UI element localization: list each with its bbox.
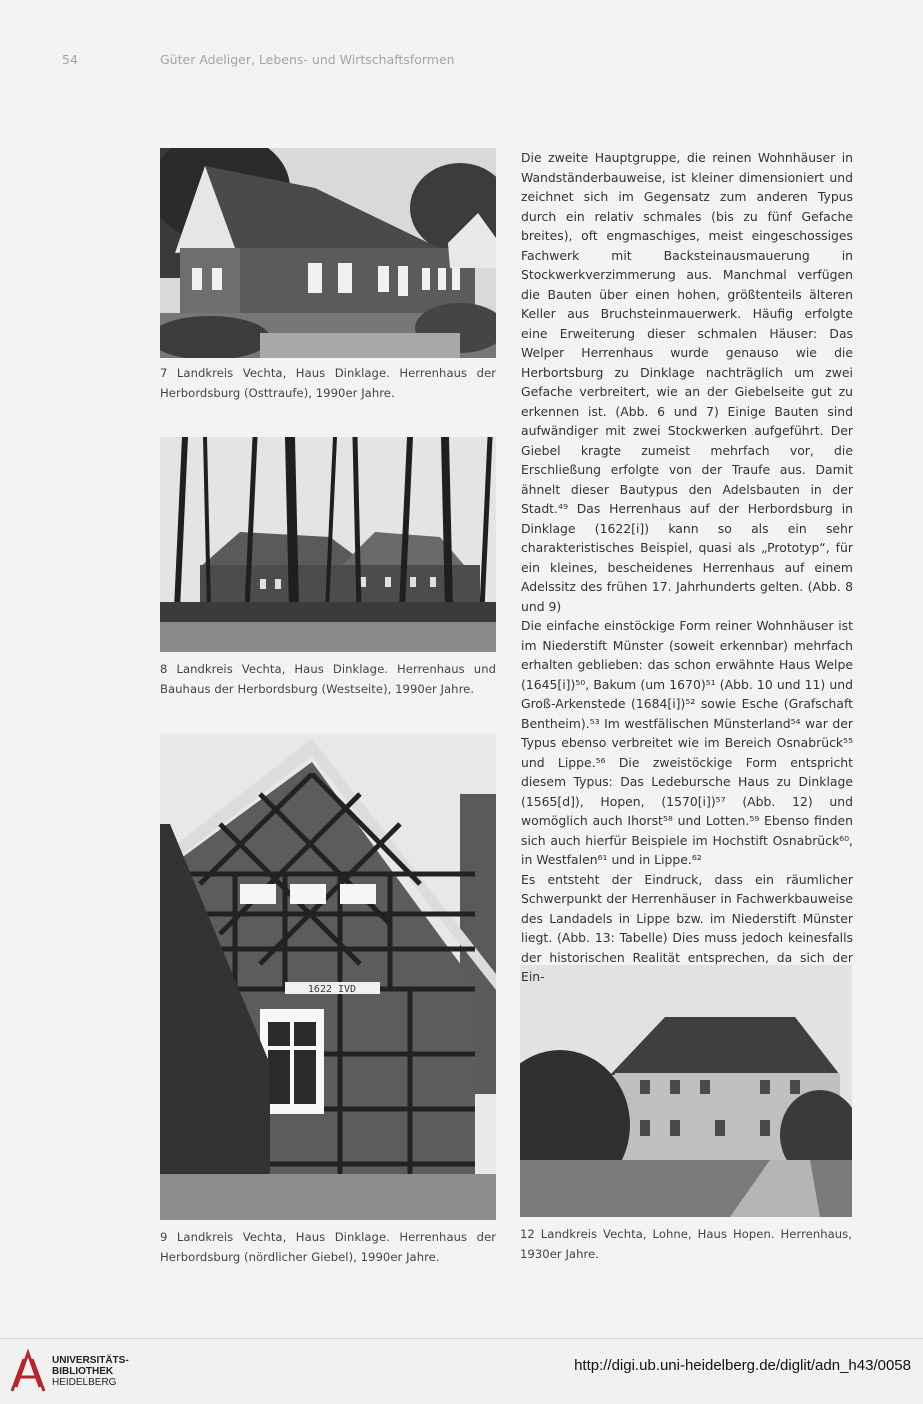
library-line-2: BIBLIOTHEK	[52, 1366, 114, 1377]
library-name	[52, 1355, 129, 1388]
body-text-column	[521, 148, 853, 987]
figure-7-caption: 7 Landkreis Vechta, Haus Dinklage. Herrenhaus der Herbordsburg (Osttraufe), 1990er Jahre.	[160, 366, 496, 400]
figure-9-photo	[160, 734, 496, 1220]
running-header	[62, 52, 455, 67]
figure-12-photo	[520, 965, 852, 1217]
body-paragraph-2: Die einfache einstöckige Form reiner Wohnhäuser ist im Niederstift Münster (soweit erkennbar) mehrfach erhalten geblieben: das schon erwähnte Haus Welpe (1645[i])⁵⁰, Bakum (um 1670)⁵¹ (Abb. 10 und 11) und Groß-Arkenstede (1684[i])⁵² sowie Esche (Grafschaft Bentheim).⁵³ Im westfälischen Münsterland⁵⁴ war der Typus ebenso verbreitet wie im Bereich Osnabrück⁵⁵ und Lippe.⁵⁶ Die zweistöckige Form entspricht diesem Typus: Das Ledebursche Haus zu Dinklage (1565[d]), Hopen, (1570[i])⁵⁷ (Abb. 12) und womöglich auch Ihorst⁵⁸ und Lotten.⁵⁹ Ebenso finden sich auch hierfür Beispiele im Hochstift Osnabrück⁶⁰, in Westfalen⁶¹ und in Lippe.⁶²	[521, 618, 853, 867]
digitization-footer	[0, 1338, 923, 1404]
library-line-1: UNIVERSITÄTS-	[52, 1355, 129, 1366]
figure-9-caption: 9 Landkreis Vechta, Haus Dinklage. Herrenhaus der Herbordsburg (nördlicher Giebel), 1990er Jahre.	[160, 1230, 496, 1264]
gable-inscription: 1622 IVD	[307, 984, 357, 995]
figure-7-photo	[160, 148, 496, 358]
body-paragraph-1: Die zweite Hauptgruppe, die reinen Wohnhäuser in Wandständerbauweise, ist kleiner dimensioniert und zeichnet sich im Gegensatz zum anderen Typus durch ein relativ schmales (bis zu fünf Gefache breites), oft engmaschiges, meist eingeschossiges Fachwerk mit Backsteinausmauerung in Stockwerkverzimmerung aus. Manchmal verfügen die Bauten über einen hohen, größtenteils älteren Keller aus Bruchsteinmauerwerk. Häufig erfolgte eine Erweiterung dieser schmalen Häuser: Das Welper Herrenhaus wurde genauso wie die Herbortsburg zu Dinklage nachträglich um zwei Gefache verbreitert, wie an der Giebelseite gut zu erkennen ist. (Abb. 6 und 7) Einige Bauten sind aufwändiger mit zwei Stockwerken aufgeführt. Der Giebel kragte zumeist mehrfach vor, die Erschließung erfolgte von der Traufe aus. Damit ähnelt dieser Bautypus den Adelsbauten in der Stadt.⁴⁹ Das Herrenhaus auf der Herbordsburg in Dinklage (1622[i]) kann so als ein sehr charakteristisches Beispiel, quasi als „Prototyp“, für ein kleines, bescheidenes Herrenhaus auf einem Adelssitz des frühen 17. Jahrhunderts gelten. (Abb. 8 und 9)	[521, 150, 853, 614]
figure-8-photo	[160, 437, 496, 652]
source-url-link[interactable]: http://digi.ub.uni-heidelberg.de/diglit/adn_h43/0058	[574, 1357, 911, 1374]
page-number: 54	[62, 52, 78, 67]
library-line-3: HEIDELBERG	[52, 1377, 117, 1388]
figure-8-caption: 8 Landkreis Vechta, Haus Dinklage. Herrenhaus und Bauhaus der Herbordsburg (Westseite), 1990er Jahre.	[160, 662, 496, 696]
library-logo-icon	[10, 1347, 46, 1393]
figure-12-caption: 12 Landkreis Vechta, Lohne, Haus Hopen. Herrenhaus, 1930er Jahre.	[520, 1227, 852, 1261]
body-paragraph-3: Es entsteht der Eindruck, dass ein räumlicher Schwerpunkt der Herrenhäuser in Fachwerkbauweise des Landadels in Lippe bzw. im Niederstift Münster liegt. (Abb. 13: Tabelle) Dies muss jedoch keinesfalls der historischen Realität entsprechen, da sich der Ein-	[521, 871, 853, 984]
running-title: Güter Adeliger, Lebens- und Wirtschaftsformen	[160, 52, 455, 67]
